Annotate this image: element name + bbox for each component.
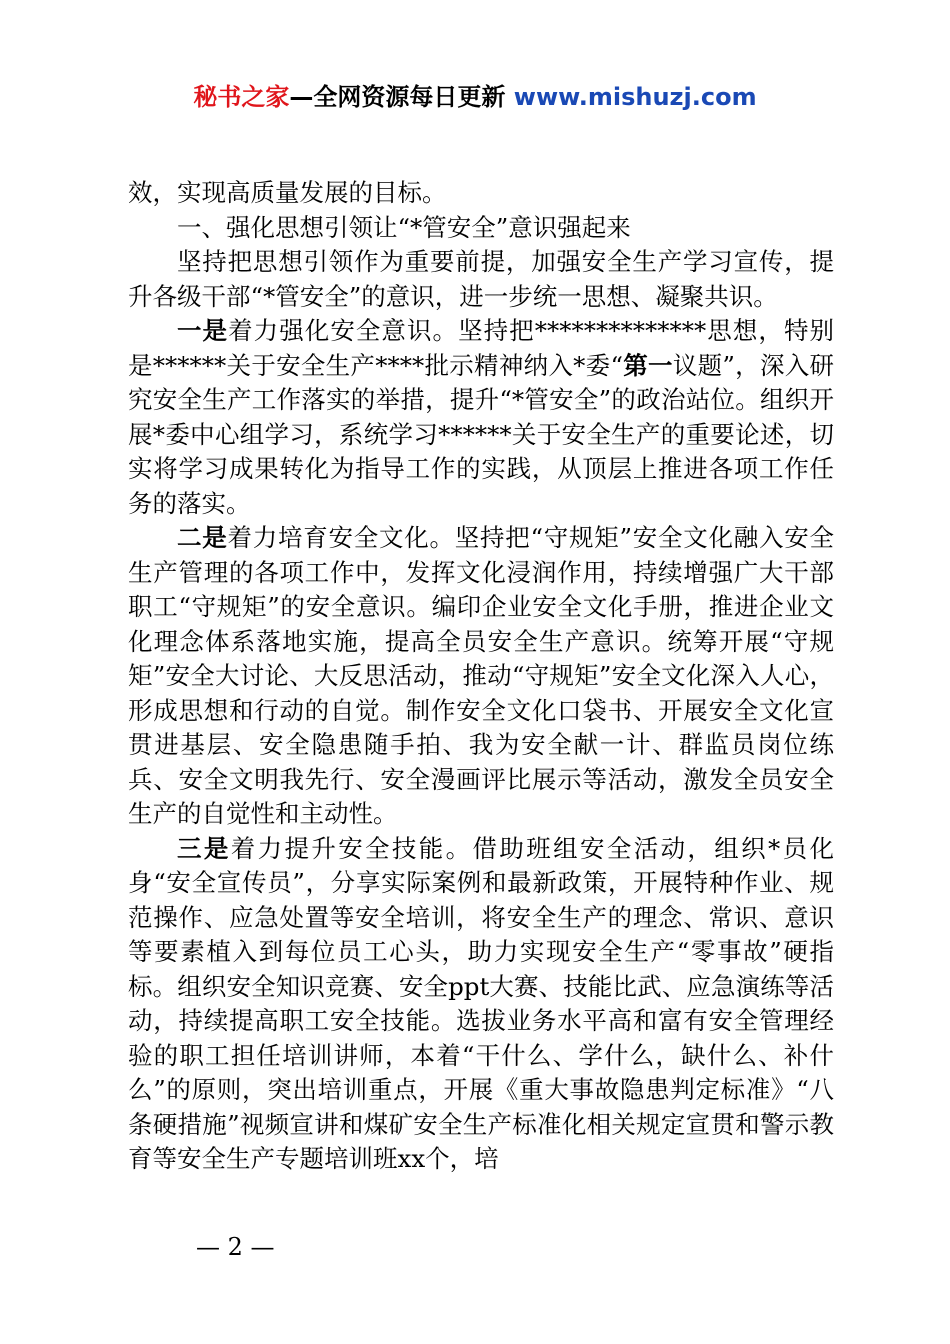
page-number: — 2 —	[196, 1233, 275, 1261]
header-dash: —	[289, 83, 314, 111]
item-2-text: 着力培育安全文化。坚持把“守规矩”安全文化融入安全生产管理的各项工作中，发挥文化浸润作用，持续增强广大干部职工“守规矩”的安全意识。编印企业安全文化手册，推进企业文化理念体系落地实施，提高全员安全生产意识。统筹开展“守规矩”安全大讨论、大反思活动，推动“守规矩”安全文化深入人心，形成思想和行动的自觉。制作安全文化口袋书、开展安全文化宣贯进基层、安全隐患随手拍、我为安全献一计、群监员岗位练兵、安全文明我先行、安全漫画评比展示等活动，激发全员安全生产的自觉性和主动性。	[128, 523, 834, 828]
item-3-text: 着力提升安全技能。借助班组安全活动，组织*员化身“安全宣传员”，分享实际案例和最新政策，开展特种作业、规范操作、应急处置等安全培训，将安全生产的理念、常识、意识等要素植入到每位员工心头，助力实现安全生产“零事故”硬指标。组织安全知识竞赛、安全ppt大赛、技能比武、应急演练等活动，持续提高职工安全技能。选拔业务水平高和富有安全管理经验的职工担任培训讲师，本着“干什么、学什么，缺什么、补什么”的原则，突出培训重点，开展《重大事故隐患判定标准》“八条硬措施”视频宣讲和煤矿安全生产标准化相关规定宣贯和警示教育等安全生产专题培训班xx个，培	[128, 833, 835, 1173]
item-2-lead: 二是	[177, 523, 228, 552]
site-brand: 秘书之家	[193, 83, 290, 111]
continuation-paragraph: 效，实现高质量发展的目标。	[128, 178, 447, 207]
header-tagline: 全网资源每日更新	[313, 83, 506, 111]
site-header	[0, 82, 950, 112]
item-1-lead: 一是	[177, 316, 229, 345]
item-1-bold-mid: 第一	[622, 350, 673, 380]
item-1-paragraph	[128, 314, 834, 521]
item-3-lead: 三是	[177, 833, 231, 863]
site-url-link[interactable]: www.mishuzj.com	[513, 83, 757, 111]
item-2-paragraph	[128, 521, 834, 832]
item-1-text-a: 着力强化安全意识。坚持把**************思想，特别是******关于安全生产****批示精神纳入*委“	[128, 316, 835, 380]
document-body	[128, 176, 834, 1177]
item-3-paragraph	[128, 832, 834, 1177]
intro-paragraph: 坚持把思想引领作为重要前提，加强安全生产学习宣传，提升各级干部“*管安全”的意识，进一步统一思想、凝聚共识。	[128, 247, 834, 311]
section-heading: 一、强化思想引领让“*管安全”意识强起来	[177, 212, 631, 242]
item-1-text-b: 议题”，深入研究安全生产工作落实的举措，提升“*管安全”的政治站位。组织开展*委中心组学习，系统学习******关于安全生产的重要论述，切实将学习成果转化为指导工作的实践，从顶层上推进各项工作任务的落实。	[128, 350, 835, 518]
